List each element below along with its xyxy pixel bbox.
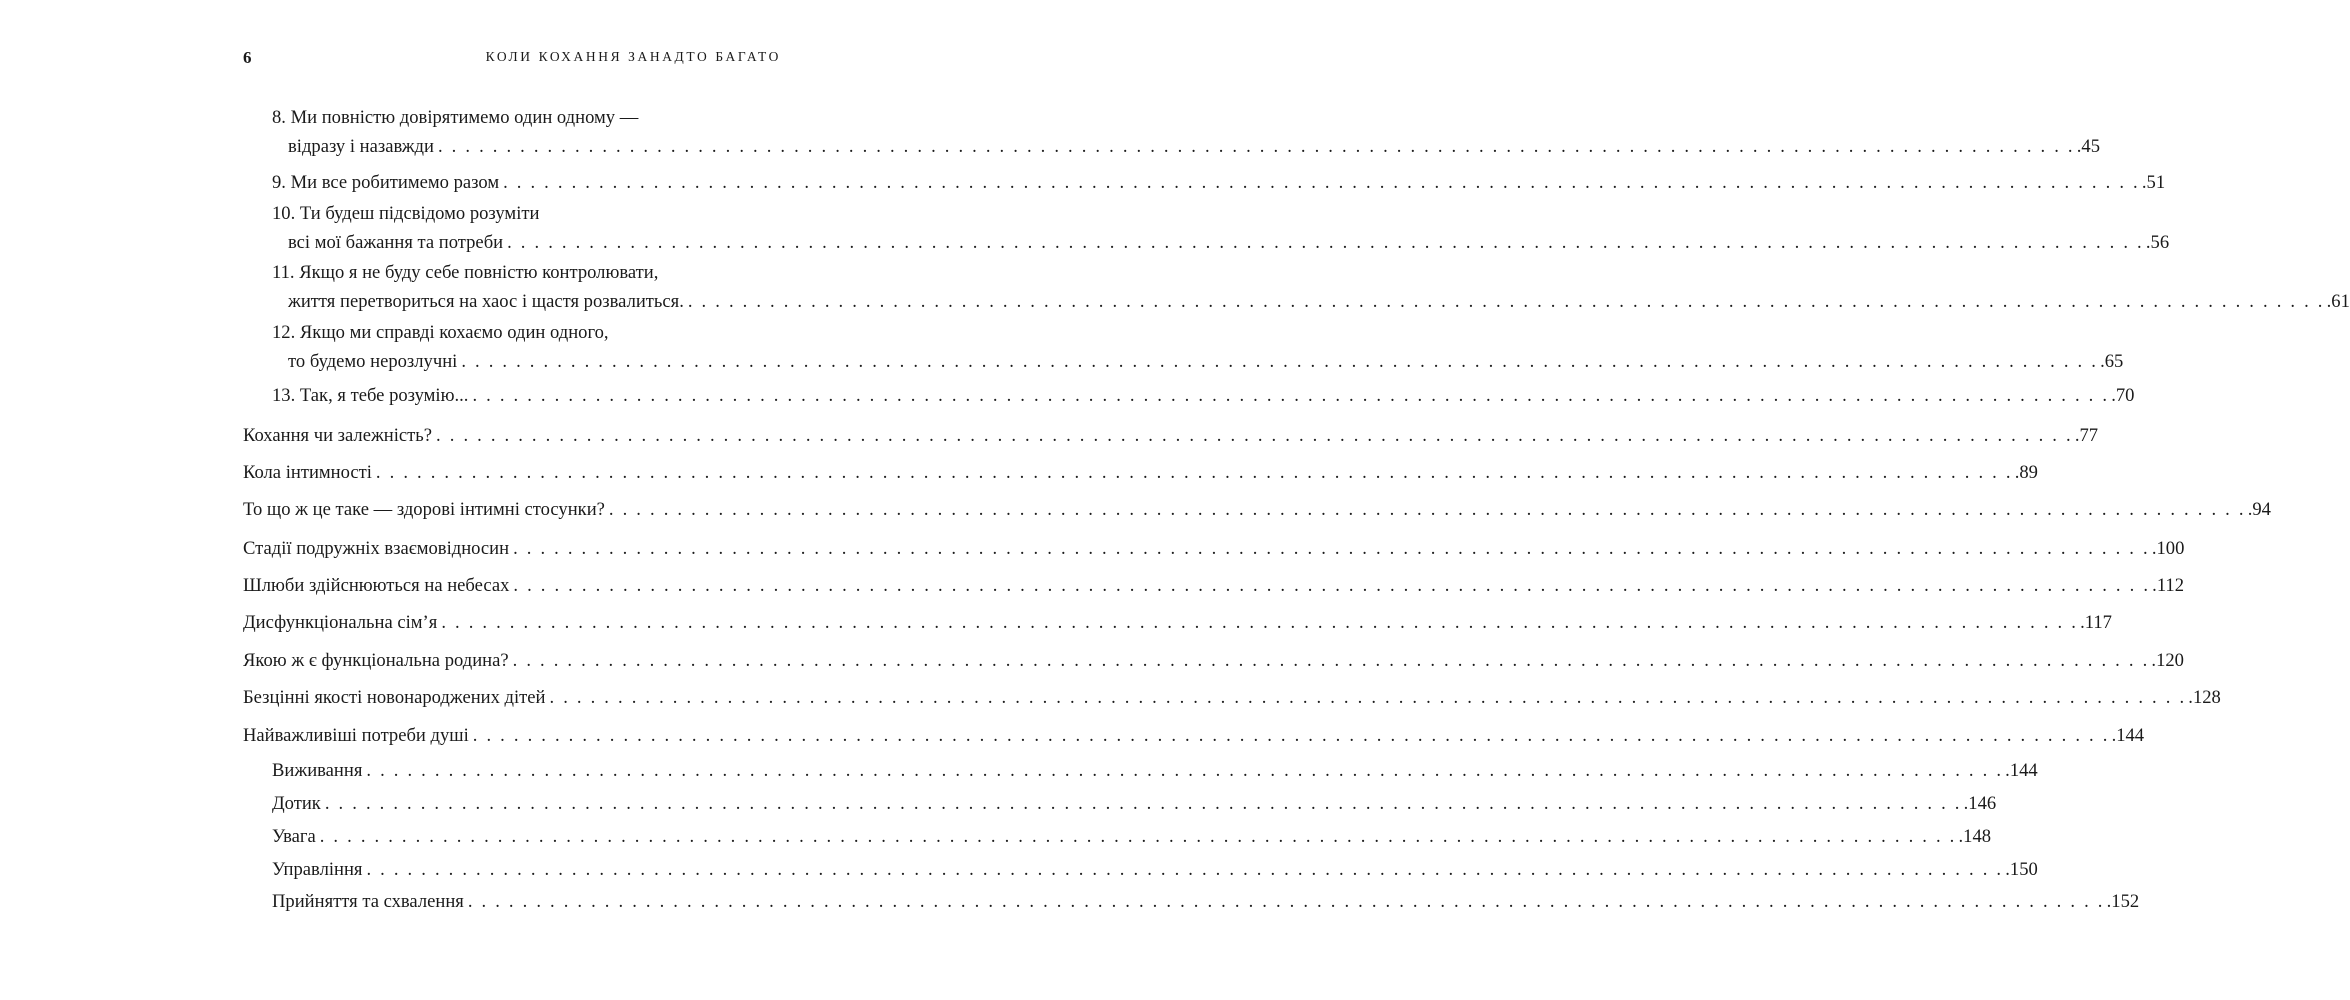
toc-page-number: .89 [2014, 462, 2038, 483]
toc-entry-row [243, 646, 2184, 675]
toc-entry-title: То що ж це таке — здорові інтимні стосунки? [243, 499, 605, 520]
toc-entry-title: Шлюби здійснюються на небесах [243, 575, 510, 596]
toc-entry [243, 608, 2112, 637]
toc-entry-title: Безцінні якості новонароджених дітей [243, 687, 546, 708]
toc-entry [272, 318, 2124, 376]
toc-entry-row [272, 822, 1992, 851]
dot-leader: . . . . . . . . . . . . . . . . . . . . . . . . . . . . . . . . . . . . . . . . . . . . . . . . . . . . . . . . . . . . . . . . . . . . . . . . . . . . . . . . . . . . . . . . . . . . . . . . . . . . . . . . . . . . . . . . . . . . . . . . [472, 725, 2110, 746]
dot-leader: . . . . . . . . . . . . . . . . . . . . . . . . . . . . . . . . . . . . . . . . . . . . . . . . . . . . . . . . . . . . . . . . . . . . . . . . . . . . . . . . . . . . . . . . . . . . . . . . . . . . . . . . . . . . . . . . . . . . . . . . [507, 232, 2144, 253]
toc-entry-title: всі мої бажання та потреби [288, 232, 504, 253]
dot-leader: . . . . . . . . . . . . . . . . . . . . . . . . . . . . . . . . . . . . . . . . . . . . . . . . . . . . . . . . . . . . . . . . . . . . . . . . . . . . . . . . . . . . . . . . . . . . . . . . . . . . . . . . . . . . . . . . . . . . . . . . [503, 172, 2140, 193]
toc-entry-title: Управління [272, 859, 363, 880]
toc-entry [272, 199, 2170, 257]
toc-entry-title: Найважливіші потреби душі [243, 725, 469, 746]
toc-page-number: .112 [2152, 575, 2185, 596]
toc-entry-row [272, 855, 2038, 884]
toc-entry [243, 458, 2038, 487]
dot-leader: . . . . . . . . . . . . . . . . . . . . . . . . . . . . . . . . . . . . . . . . . . . . . . . . . . . . . . . . . . . . . . . . . . . . . . . . . . . . . . . . . . . . . . . . . . . . . . . . . . . . . . . . . . . . . . . . . . . . . . . . [319, 826, 1957, 847]
dot-leader: . . . . . . . . . . . . . . . . . . . . . . . . . . . . . . . . . . . . . . . . . . . . . . . . . . . . . . . . . . . . . . . . . . . . . . . . . . . . . . . . . . . . . . . . . . . . . . . . . . . . . . . . . . . . . . . . . . . . . . . . [513, 538, 2150, 559]
toc-page-number: .146 [1963, 793, 1997, 814]
toc-entry-title-line: 12. Якщо ми справді кохаємо один одного, [272, 322, 609, 343]
toc-page-number: .65 [2100, 351, 2124, 372]
toc-entry-title: Стадії подружніх взаємовідносин [243, 538, 510, 559]
dot-leader: . . . . . . . . . . . . . . . . . . . . . . . . . . . . . . . . . . . . . . . . . . . . . . . . . . . . . . . . . . . . . . . . . . . . . . . . . . . . . . . . . . . . . . . . . . . . . . . . . . . . . . . . . . . . . . . . . . . . . . . . [436, 425, 2073, 446]
toc-entry-row [272, 287, 2350, 316]
dot-leader: . . . . . . . . . . . . . . . . . . . . . . . . . . . . . . . . . . . . . . . . . . . . . . . . . . . . . . . . . . . . . . . . . . . . . . . . . . . . . . . . . . . . . . . . . . . . . . . . . . . . . . . . . . . . . . . . . . . . . . . . [441, 612, 2079, 633]
toc-entry-title: Увага [272, 826, 316, 847]
toc-entry-row [243, 683, 2221, 712]
toc-entry-row [243, 608, 2112, 637]
toc-page-number: .128 [2188, 687, 2221, 708]
dot-leader: . . . . . . . . . . . . . . . . . . . . . . . . . . . . . . . . . . . . . . . . . . . . . . . . . . . . . . . . . . . . . . . . . . . . . . . . . . . . . . . . . . . . . . . . . . . . . . . . . . . . . . . . . . . . . . . . . . . . . . . . [366, 859, 2004, 880]
toc-entry [243, 571, 2185, 600]
toc-page-number: .150 [2005, 859, 2038, 880]
toc-entry-row [243, 458, 2038, 487]
toc-entry-row [243, 421, 2099, 450]
toc-page-number: .77 [2074, 425, 2099, 446]
toc-entry [272, 381, 2135, 410]
toc-entry-title: Кохання чи залежність? [243, 425, 433, 446]
dot-leader: . . . . . . . . . . . . . . . . . . . . . . . . . . . . . . . . . . . . . . . . . . . . . . . . . . . . . . . . . . . . . . . . . . . . . . . . . . . . . . . . . . . . . . . . . . . . . . . . . . . . . . . . . . . . . . . . . . . . . . . . [549, 687, 2187, 708]
toc-entry-title: 13. Так, я тебе розумію... [272, 385, 469, 406]
toc-entry-title-line: 10. Ти будеш підсвідомо розуміти [272, 203, 540, 224]
toc-page-number: .148 [1958, 826, 1992, 847]
toc-entry [243, 495, 2271, 524]
toc-entry-title: життя перетвориться на хаос і щастя розвалиться. [288, 291, 684, 312]
toc-entry [272, 258, 2350, 316]
toc-entry-row [243, 571, 2185, 600]
toc-page-number: .56 [2145, 232, 2170, 253]
toc-page-number: .61 [2326, 291, 2350, 312]
toc-entry [272, 822, 1992, 851]
toc-entry-row [272, 887, 2140, 916]
toc-page-number: .117 [2080, 612, 2112, 633]
dot-leader: . . . . . . . . . . . . . . . . . . . . . . . . . . . . . . . . . . . . . . . . . . . . . . . . . . . . . . . . . . . . . . . . . . . . . . . . . . . . . . . . . . . . . . . . . . . . . . . . . . . . . . . . . . . . . . . . . . . . . . . . [366, 760, 2004, 781]
toc-entry [243, 534, 2185, 563]
toc-entry-row [272, 228, 2170, 257]
toc-entry [272, 789, 1997, 818]
dot-leader: . . . . . . . . . . . . . . . . . . . . . . . . . . . . . . . . . . . . . . . . . . . . . . . . . . . . . . . . . . . . . . . . . . . . . . . . . . . . . . . . . . . . . . . . . . . . . . . . . . . . . . . . . . . . . . . . . . . . . . . . [472, 385, 2110, 406]
toc-entry-row [272, 132, 2101, 161]
toc-page-number: .144 [2005, 760, 2038, 781]
toc-entry-row [272, 168, 2166, 197]
toc-entry-title: Дотик [272, 793, 321, 814]
toc-entry-title: 9. Ми все робитимемо разом [272, 172, 500, 193]
toc-page-number: .51 [2141, 172, 2166, 193]
dot-leader: . . . . . . . . . . . . . . . . . . . . . . . . . . . . . . . . . . . . . . . . . . . . . . . . . . . . . . . . . . . . . . . . . . . . . . . . . . . . . . . . . . . . . . . . . . . . . . . . . . . . . . . . . . . . . . . . . . . . . . . . [512, 650, 2150, 671]
table-of-contents [243, 0, 2350, 1000]
toc-entry-title: Дисфункціональна сім’я [243, 612, 438, 633]
dot-leader: . . . . . . . . . . . . . . . . . . . . . . . . . . . . . . . . . . . . . . . . . . . . . . . . . . . . . . . . . . . . . . . . . . . . . . . . . . . . . . . . . . . . . . . . . . . . . . . . . . . . . . . . . . . . . . . . . . . . . . . . [461, 351, 2099, 372]
dot-leader: . . . . . . . . . . . . . . . . . . . . . . . . . . . . . . . . . . . . . . . . . . . . . . . . . . . . . . . . . . . . . . . . . . . . . . . . . . . . . . . . . . . . . . . . . . . . . . . . . . . . . . . . . . . . . . . . . . . . . . . . [375, 462, 2013, 483]
toc-entry-row [272, 381, 2135, 410]
toc-page-number: .70 [2111, 385, 2135, 406]
page-number: 6 [243, 48, 252, 67]
dot-leader: . . . . . . . . . . . . . . . . . . . . . . . . . . . . . . . . . . . . . . . . . . . . . . . . . . . . . . . . . . . . . . . . . . . . . . . . . . . . . . . . . . . . . . . . . . . . . . . . . . . . . . . . . . . . . . . . . . . . . . . . [687, 291, 2325, 312]
toc-entry-title: Кола інтимності [243, 462, 372, 483]
toc-entry-title-line: 11. Якщо я не буду себе повністю контролювати, [272, 262, 659, 283]
toc-entry [272, 103, 2101, 161]
toc-page-number: .100 [2151, 538, 2185, 559]
toc-entry [243, 646, 2184, 675]
toc-entry [243, 421, 2099, 450]
toc-entry-row [272, 756, 2038, 785]
toc-entry-row [272, 789, 1997, 818]
dot-leader: . . . . . . . . . . . . . . . . . . . . . . . . . . . . . . . . . . . . . . . . . . . . . . . . . . . . . . . . . . . . . . . . . . . . . . . . . . . . . . . . . . . . . . . . . . . . . . . . . . . . . . . . . . . . . . . . . . . . . . . . [437, 136, 2075, 157]
toc-entry-title-line: 8. Ми повністю довірятимемо один одному — [272, 107, 639, 128]
toc-entry-title: Виживання [272, 760, 363, 781]
toc-entry-row [243, 534, 2185, 563]
toc-page-number: .120 [2151, 650, 2184, 671]
toc-entry [272, 887, 2140, 916]
toc-page-number: .94 [2247, 499, 2271, 520]
toc-entry-title: відразу і назавжди [288, 136, 434, 157]
dot-leader: . . . . . . . . . . . . . . . . . . . . . . . . . . . . . . . . . . . . . . . . . . . . . . . . . . . . . . . . . . . . . . . . . . . . . . . . . . . . . . . . . . . . . . . . . . . . . . . . . . . . . . . . . . . . . . . . . . . . . . . . [608, 499, 2246, 520]
toc-entry [272, 756, 2038, 785]
toc-entry [243, 683, 2221, 712]
book-title: КОЛИ КОХАННЯ ЗАНАДТО БАГАТО [485, 49, 781, 64]
dot-leader: . . . . . . . . . . . . . . . . . . . . . . . . . . . . . . . . . . . . . . . . . . . . . . . . . . . . . . . . . . . . . . . . . . . . . . . . . . . . . . . . . . . . . . . . . . . . . . . . . . . . . . . . . . . . . . . . . . . . . . . . [467, 891, 2105, 912]
toc-entry-title: Якою ж є функціональна родина? [243, 650, 509, 671]
toc-entry [243, 721, 2145, 750]
toc-entry-row [272, 347, 2124, 376]
toc-entry-row [243, 721, 2145, 750]
dot-leader: . . . . . . . . . . . . . . . . . . . . . . . . . . . . . . . . . . . . . . . . . . . . . . . . . . . . . . . . . . . . . . . . . . . . . . . . . . . . . . . . . . . . . . . . . . . . . . . . . . . . . . . . . . . . . . . . . . . . . . . . [324, 793, 1962, 814]
toc-entry-title: то будемо нерозлучні [288, 351, 458, 372]
toc-page-number: .45 [2076, 136, 2101, 157]
toc-entry [272, 168, 2166, 197]
toc-entry-title: Прийняття та схвалення [272, 891, 464, 912]
toc-entry-row [243, 495, 2271, 524]
toc-page-number: .152 [2106, 891, 2140, 912]
toc-entry [272, 855, 2038, 884]
dot-leader: . . . . . . . . . . . . . . . . . . . . . . . . . . . . . . . . . . . . . . . . . . . . . . . . . . . . . . . . . . . . . . . . . . . . . . . . . . . . . . . . . . . . . . . . . . . . . . . . . . . . . . . . . . . . . . . . . . . . . . . . [513, 575, 2151, 596]
toc-page-number: .144 [2111, 725, 2145, 746]
